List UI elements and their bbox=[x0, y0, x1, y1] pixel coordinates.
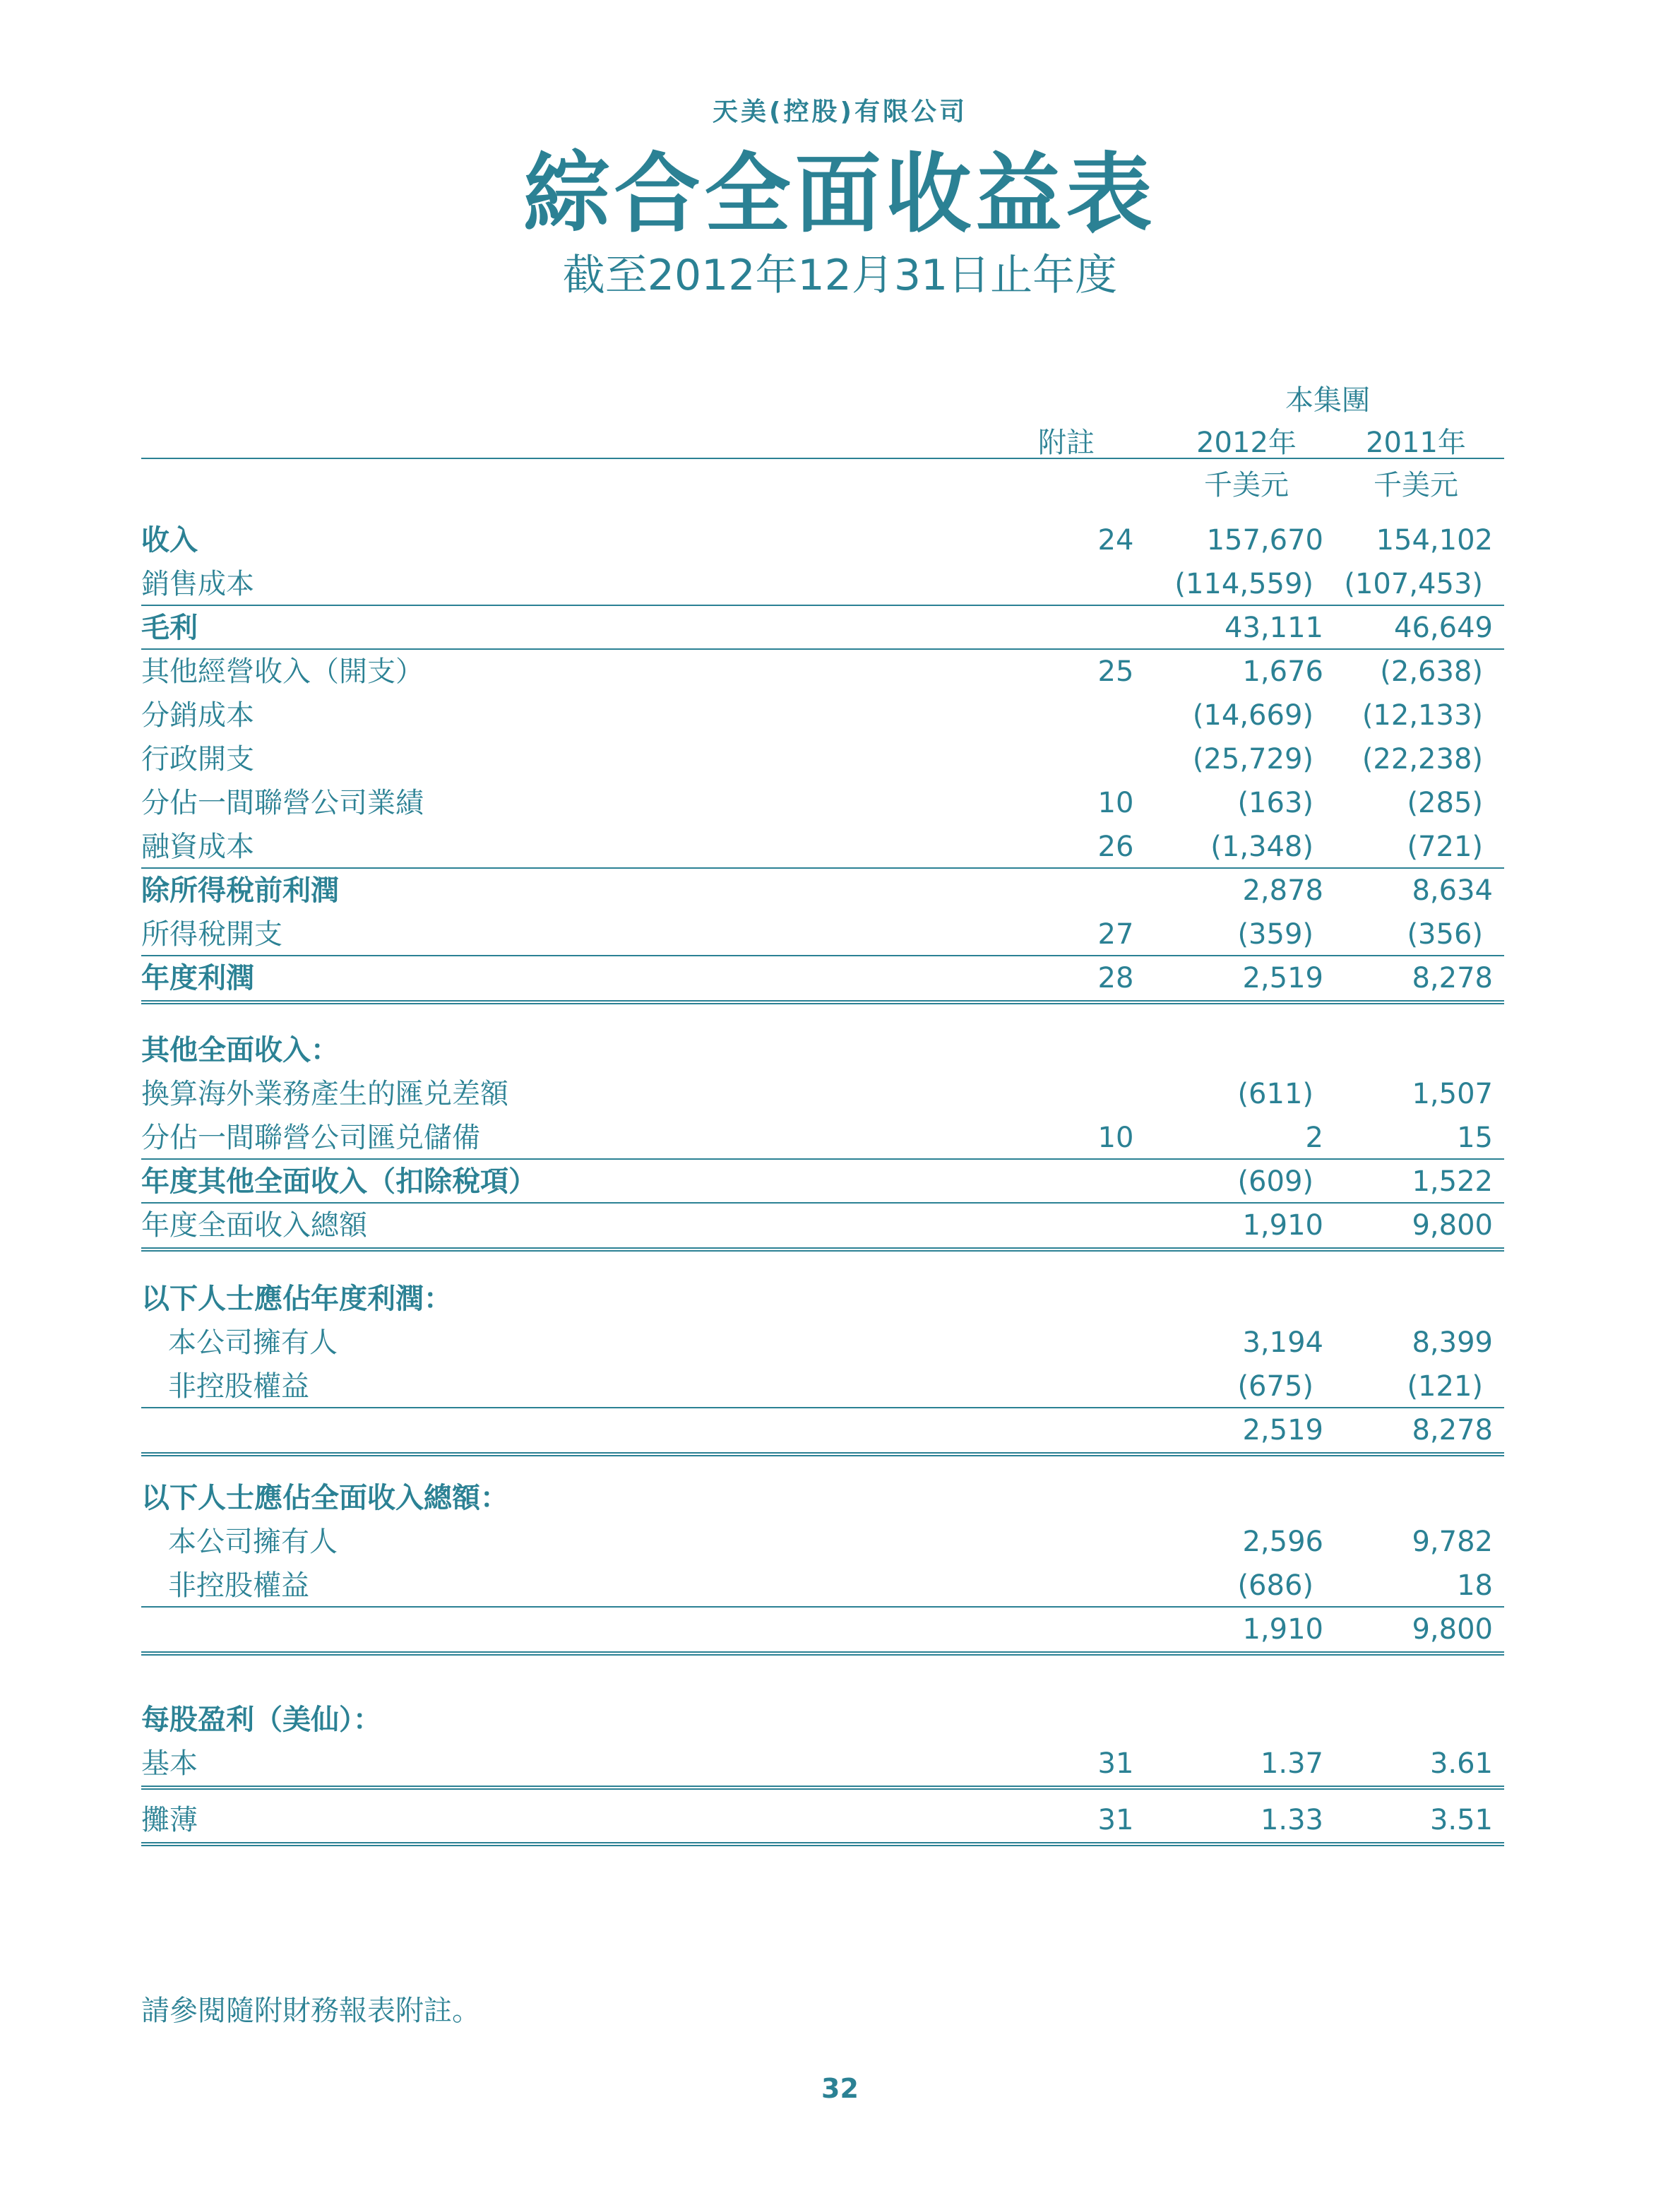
value-2011: 9,800 bbox=[1412, 1209, 1493, 1242]
table-row bbox=[141, 1366, 1504, 1407]
unit-2012: 千美元 bbox=[1204, 469, 1289, 501]
table-row bbox=[141, 1609, 1504, 1650]
value-2011: 8,278 bbox=[1412, 1414, 1493, 1447]
unit-2011: 千美元 bbox=[1374, 469, 1458, 501]
row-note: 25 bbox=[1097, 655, 1134, 688]
value-2011: 3.51 bbox=[1429, 1804, 1493, 1836]
value-2012: 2,519 bbox=[1242, 1414, 1323, 1447]
row-label: 攤薄 bbox=[141, 1804, 198, 1836]
table-row bbox=[141, 914, 1504, 955]
page-subtitle: 截至2012年12月31日止年度 bbox=[562, 251, 1118, 300]
row-label: 年度利潤 bbox=[141, 962, 254, 994]
section-heading bbox=[141, 1478, 1504, 1519]
value-2012: 2 bbox=[1305, 1122, 1323, 1154]
value-2011: 8,634 bbox=[1412, 874, 1493, 907]
value-2011: (285) bbox=[1407, 787, 1483, 819]
value-2012: 3,194 bbox=[1242, 1326, 1323, 1359]
table-row bbox=[141, 826, 1504, 867]
company-name: 天美(控股)有限公司 bbox=[713, 97, 967, 126]
row-label: 所得稅開支 bbox=[141, 918, 282, 951]
page-number: 32 bbox=[821, 2073, 859, 2104]
table-row bbox=[141, 607, 1504, 648]
table-row bbox=[141, 1205, 1504, 1246]
value-2012: 1,676 bbox=[1242, 655, 1323, 688]
table-row bbox=[141, 1743, 1504, 1784]
row-label: 銷售成本 bbox=[141, 568, 254, 600]
subtotal-rule bbox=[141, 1407, 1504, 1408]
section-heading bbox=[141, 1030, 1504, 1071]
value-2012: (675) bbox=[1237, 1370, 1313, 1403]
value-2012: (25,729) bbox=[1192, 743, 1313, 776]
row-label: 每股盈利（美仙）： bbox=[141, 1704, 381, 1736]
table-row bbox=[141, 1410, 1504, 1451]
subtotal-rule bbox=[141, 867, 1504, 869]
value-2011: (12,133) bbox=[1362, 699, 1483, 732]
value-2012: (359) bbox=[1237, 918, 1313, 951]
value-2011: 154,102 bbox=[1376, 524, 1493, 557]
row-label: 年度其他全面收入（扣除稅項） bbox=[141, 1165, 537, 1198]
table-row bbox=[141, 651, 1504, 692]
row-note: 31 bbox=[1097, 1804, 1134, 1836]
value-2012: (14,669) bbox=[1192, 699, 1313, 732]
subtotal-rule bbox=[141, 1158, 1504, 1160]
page-title: 綜合全面收益表 bbox=[523, 144, 1157, 244]
value-2012: (114,559) bbox=[1174, 568, 1313, 600]
value-2012: (686) bbox=[1237, 1569, 1313, 1602]
value-2011: (22,238) bbox=[1362, 743, 1483, 776]
row-label: 非控股權益 bbox=[168, 1569, 309, 1602]
value-2012: (611) bbox=[1237, 1078, 1313, 1110]
row-label: 其他經營收入（開支） bbox=[141, 655, 424, 688]
row-note: 10 bbox=[1097, 1122, 1134, 1154]
table-row bbox=[141, 1800, 1504, 1841]
row-label: 毛利 bbox=[141, 612, 198, 644]
subtotal-rule bbox=[141, 648, 1504, 650]
row-label: 分銷成本 bbox=[141, 699, 254, 732]
value-2011: (121) bbox=[1407, 1370, 1483, 1403]
value-2011: (2,638) bbox=[1380, 655, 1483, 688]
value-2012: 157,670 bbox=[1206, 524, 1323, 557]
header-rule bbox=[141, 458, 1504, 459]
row-note: 10 bbox=[1097, 787, 1134, 819]
table-row bbox=[141, 1322, 1504, 1363]
table-row bbox=[141, 564, 1504, 605]
row-label: 除所得稅前利潤 bbox=[141, 874, 339, 907]
row-label: 其他全面收入： bbox=[141, 1034, 339, 1067]
row-note: 24 bbox=[1097, 524, 1134, 557]
row-note: 26 bbox=[1097, 831, 1134, 863]
value-2011: 1,522 bbox=[1412, 1165, 1493, 1198]
table-row bbox=[141, 958, 1504, 999]
value-2011: 15 bbox=[1457, 1122, 1493, 1154]
value-2011: (356) bbox=[1407, 918, 1483, 951]
row-label: 以下人士應佔全面收入總額： bbox=[141, 1482, 508, 1514]
group-header: 本集團 bbox=[1285, 384, 1370, 417]
value-2012: 1,910 bbox=[1242, 1209, 1323, 1242]
row-label: 基本 bbox=[141, 1747, 198, 1780]
row-note: 28 bbox=[1097, 962, 1134, 994]
table-row bbox=[141, 1074, 1504, 1115]
table-row bbox=[141, 739, 1504, 780]
value-2012: (1,348) bbox=[1210, 831, 1313, 863]
row-label: 分佔一間聯營公司匯兑儲備 bbox=[141, 1122, 480, 1154]
row-label: 換算海外業務產生的匯兑差額 bbox=[141, 1078, 508, 1110]
value-2011: 8,278 bbox=[1412, 962, 1493, 994]
row-label: 本公司擁有人 bbox=[168, 1326, 338, 1359]
value-2011: 18 bbox=[1457, 1569, 1493, 1602]
subtotal-rule bbox=[141, 955, 1504, 956]
value-2011: 46,649 bbox=[1394, 612, 1493, 644]
value-2012: 43,111 bbox=[1225, 612, 1323, 644]
total-double-rule bbox=[141, 1651, 1504, 1656]
value-2012: 2,596 bbox=[1242, 1526, 1323, 1558]
value-2011: 9,800 bbox=[1412, 1613, 1493, 1646]
year-2012-header: 2012年 bbox=[1196, 427, 1297, 459]
row-note: 27 bbox=[1097, 918, 1134, 951]
subtotal-rule bbox=[141, 605, 1504, 606]
value-2011: 3.61 bbox=[1429, 1747, 1493, 1780]
subtotal-rule bbox=[141, 1202, 1504, 1204]
year-2011-header: 2011年 bbox=[1366, 427, 1466, 459]
value-2012: 2,519 bbox=[1242, 962, 1323, 994]
row-label: 收入 bbox=[141, 524, 198, 557]
row-label: 融資成本 bbox=[141, 831, 254, 863]
table-row bbox=[141, 520, 1504, 561]
total-double-rule bbox=[141, 1786, 1504, 1790]
table-row bbox=[141, 870, 1504, 911]
row-note: 31 bbox=[1097, 1747, 1134, 1780]
section-heading bbox=[141, 1278, 1504, 1319]
value-2012: 1.33 bbox=[1260, 1804, 1323, 1836]
table-row bbox=[141, 1161, 1504, 1202]
value-2012: (609) bbox=[1237, 1165, 1313, 1198]
row-label: 以下人士應佔年度利潤： bbox=[141, 1283, 452, 1315]
table-row bbox=[141, 1565, 1504, 1606]
row-label: 年度全面收入總額 bbox=[141, 1209, 367, 1242]
value-2012: 1.37 bbox=[1260, 1747, 1323, 1780]
value-2011: 8,399 bbox=[1412, 1326, 1493, 1359]
row-label: 本公司擁有人 bbox=[168, 1526, 338, 1558]
table-row bbox=[141, 695, 1504, 736]
row-label: 非控股權益 bbox=[168, 1370, 309, 1403]
total-double-rule bbox=[141, 1247, 1504, 1252]
total-double-rule bbox=[141, 1842, 1504, 1846]
value-2012: (163) bbox=[1237, 787, 1313, 819]
subtotal-rule bbox=[141, 1606, 1504, 1608]
row-label: 行政開支 bbox=[141, 743, 254, 776]
total-double-rule bbox=[141, 1452, 1504, 1456]
table-row bbox=[141, 1117, 1504, 1158]
value-2012: 2,878 bbox=[1242, 874, 1323, 907]
value-2011: 9,782 bbox=[1412, 1526, 1493, 1558]
value-2011: (721) bbox=[1407, 831, 1483, 863]
row-label: 分佔一間聯營公司業績 bbox=[141, 787, 424, 819]
value-2011: 1,507 bbox=[1412, 1078, 1493, 1110]
table-row bbox=[141, 1521, 1504, 1562]
note-header: 附註 bbox=[1038, 427, 1095, 459]
value-2011: (107,453) bbox=[1344, 568, 1483, 600]
section-heading bbox=[141, 1699, 1504, 1740]
value-2012: 1,910 bbox=[1242, 1613, 1323, 1646]
table-row bbox=[141, 783, 1504, 824]
total-double-rule bbox=[141, 1000, 1504, 1004]
footer-note: 請參閱隨附財務報表附註。 bbox=[141, 1995, 480, 2027]
